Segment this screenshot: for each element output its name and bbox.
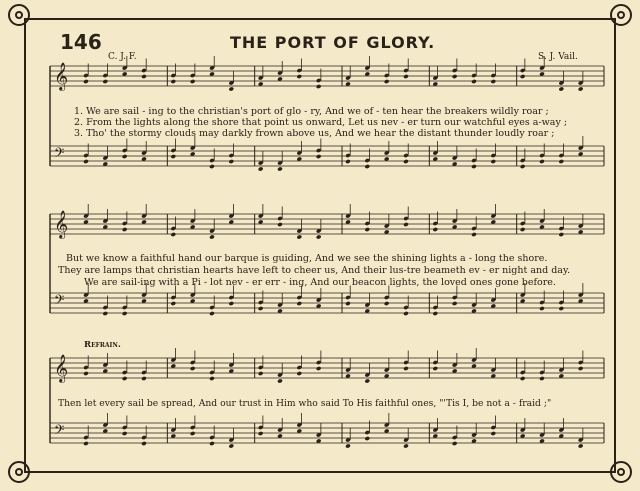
note-head bbox=[364, 436, 370, 441]
note-head bbox=[432, 366, 438, 371]
note-head bbox=[471, 232, 477, 237]
note-head bbox=[403, 74, 409, 79]
note-head bbox=[209, 441, 215, 446]
note-head bbox=[83, 371, 89, 376]
note-head bbox=[539, 159, 545, 164]
bass-clef-icon: 𝄢 bbox=[54, 422, 65, 441]
note-head bbox=[364, 227, 370, 232]
note-head bbox=[277, 222, 283, 227]
note-head bbox=[170, 79, 176, 84]
note-head bbox=[403, 159, 409, 164]
note-head bbox=[471, 79, 477, 84]
verse-1-line-1: 1. We are sail - ing to the christian's port of glo - ry, And we of - ten hear the breakers wildly roar ; bbox=[74, 106, 549, 117]
note-head bbox=[403, 222, 409, 227]
note-head bbox=[490, 79, 496, 84]
note-head bbox=[578, 86, 584, 91]
verse-3-line-2: We are sail-ing with a Pi - lot nev - er err - ing, And our beacon lights, the loved ones gone before. bbox=[84, 277, 556, 288]
note-head bbox=[141, 376, 147, 381]
note-head bbox=[452, 441, 458, 446]
note-head bbox=[345, 301, 351, 306]
note-head bbox=[558, 306, 564, 311]
note-head bbox=[258, 166, 264, 171]
note-head bbox=[558, 86, 564, 91]
treble-clef-icon: 𝄞 bbox=[54, 210, 69, 238]
note-head bbox=[490, 431, 496, 436]
note-head bbox=[539, 376, 545, 381]
note-head bbox=[122, 431, 128, 436]
note-head bbox=[403, 311, 409, 316]
verse-1-line-2: But we know a faithful hand our barque is guiding, And we see the shining lights a - long the shore. bbox=[66, 253, 548, 264]
note-head bbox=[102, 311, 108, 316]
verse-2-line-1: 2. From the lights along the shore that point us onward, Let us nev - er turn our watchful eyes a-way ; bbox=[74, 117, 568, 128]
note-head bbox=[141, 74, 147, 79]
note-head bbox=[558, 159, 564, 164]
verse-3-line-1: 3. Tho' the stormy clouds may darkly frown above us, And we hear the distant thunder loudly roar ; bbox=[74, 128, 555, 139]
note-head bbox=[316, 154, 322, 159]
bass-clef-icon: 𝄢 bbox=[54, 292, 65, 311]
note-head bbox=[170, 301, 176, 306]
note-head bbox=[170, 154, 176, 159]
note-head bbox=[209, 311, 215, 316]
note-head bbox=[384, 301, 390, 306]
note-head bbox=[452, 301, 458, 306]
note-head bbox=[277, 378, 283, 383]
note-head bbox=[520, 376, 526, 381]
note-head bbox=[141, 441, 147, 446]
note-head bbox=[384, 79, 390, 84]
note-head bbox=[228, 301, 234, 306]
note-head bbox=[122, 311, 128, 316]
note-head bbox=[122, 154, 128, 159]
page-number: 146 bbox=[60, 30, 102, 54]
composer-credit: S. J. Vail. bbox=[538, 52, 578, 62]
note-head bbox=[316, 366, 322, 371]
note-head bbox=[102, 79, 108, 84]
note-head bbox=[258, 371, 264, 376]
lyricist-credit: C. J. F. bbox=[108, 52, 137, 62]
note-head bbox=[578, 366, 584, 371]
note-head bbox=[190, 366, 196, 371]
note-head bbox=[296, 234, 302, 239]
note-head bbox=[209, 164, 215, 169]
note-head bbox=[190, 79, 196, 84]
note-head bbox=[452, 74, 458, 79]
note-head bbox=[228, 86, 234, 91]
bass-clef-icon: 𝄢 bbox=[54, 145, 65, 164]
note-head bbox=[296, 371, 302, 376]
note-head bbox=[228, 159, 234, 164]
note-head bbox=[520, 164, 526, 169]
refrain-label: Refrain. bbox=[84, 340, 121, 350]
note-head bbox=[558, 232, 564, 237]
note-head bbox=[170, 232, 176, 237]
note-head bbox=[316, 234, 322, 239]
note-head bbox=[490, 159, 496, 164]
note-head bbox=[228, 443, 234, 448]
note-head bbox=[83, 159, 89, 164]
note-head bbox=[122, 376, 128, 381]
note-head bbox=[520, 74, 526, 79]
refrain-text: Then let every sail be spread, And our trust in Him who said To His faithful ones, "'Tis I, be not a - fraid ;" bbox=[58, 398, 552, 409]
note-head bbox=[296, 74, 302, 79]
note-head bbox=[258, 431, 264, 436]
note-head bbox=[316, 84, 322, 89]
note-head bbox=[122, 227, 128, 232]
verse-2-line-2: They are lamps that christian hearts have left to cheer us, And their lus-tre beameth ev - er night and day. bbox=[58, 265, 571, 276]
note-head bbox=[83, 441, 89, 446]
note-head bbox=[364, 378, 370, 383]
note-head bbox=[432, 311, 438, 316]
note-head bbox=[209, 234, 215, 239]
note-head bbox=[277, 166, 283, 171]
note-head bbox=[345, 443, 351, 448]
note-head bbox=[190, 431, 196, 436]
treble-clef-icon: 𝄞 bbox=[54, 62, 69, 90]
hymn-title: THE PORT OF GLORY. bbox=[230, 33, 436, 52]
note-head bbox=[578, 443, 584, 448]
note-head bbox=[432, 227, 438, 232]
note-head bbox=[403, 366, 409, 371]
note-head bbox=[403, 443, 409, 448]
note-head bbox=[83, 79, 89, 84]
treble-clef-icon: 𝄞 bbox=[54, 354, 69, 382]
note-head bbox=[296, 301, 302, 306]
note-head bbox=[471, 164, 477, 169]
note-head bbox=[345, 159, 351, 164]
note-head bbox=[520, 227, 526, 232]
note-head bbox=[209, 376, 215, 381]
note-head bbox=[258, 306, 264, 311]
note-head bbox=[364, 164, 370, 169]
note-head bbox=[539, 306, 545, 311]
